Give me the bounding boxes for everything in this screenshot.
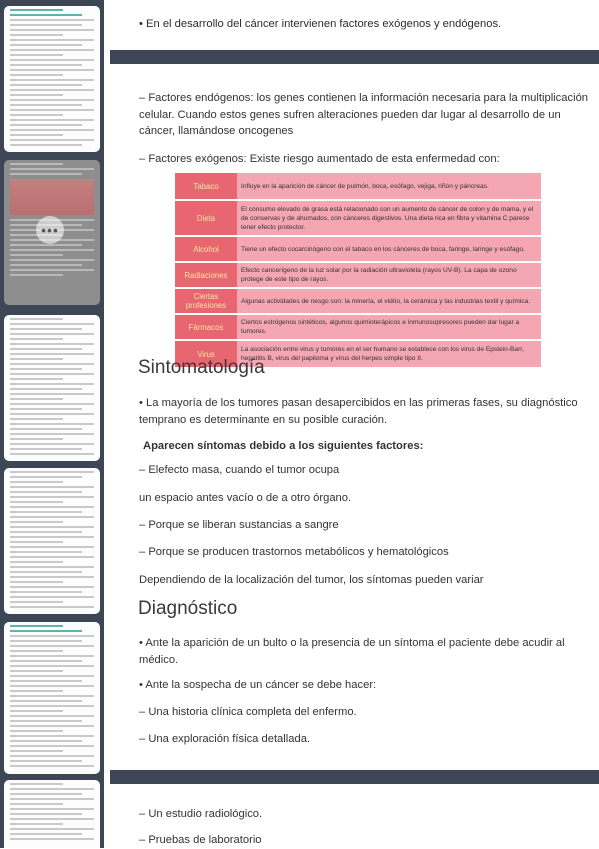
factor-description: La asociación entre virus y tumores en el ser humano se establece con los virus de Epstein-Barr, hepatitis B, virus del papiloma y virus del herpes simple tipo II.	[237, 340, 541, 368]
factor-description: Efecto cancerígeno de la luz solar por la radiación ultravioleta (rayos UV-B). La capa de ozono protege de este tipo de rayos.	[237, 262, 541, 288]
page-separator	[110, 50, 599, 64]
factor-name: Fármacos	[175, 314, 237, 340]
risk-factors-table	[175, 173, 541, 369]
section-title-sintomatologia: Sintomatología	[138, 357, 265, 378]
factor-name: Ciertas profesiones	[175, 288, 237, 314]
endogenous-factors-text: – Factores endógenos: los genes contienen la información necesaria para la multiplicación celular. Cuando estos genes sufren alteraciones pueden dar lugar al desarrollo de un cáncer, llamándose oncogenes	[139, 92, 589, 137]
factor-name: Alcohol	[175, 236, 237, 262]
page-thumbnail-1[interactable]	[4, 6, 100, 152]
table-row	[175, 200, 541, 236]
page-thumbnail-2-selected[interactable]	[4, 160, 100, 305]
page-thumbnail-4[interactable]	[4, 468, 100, 614]
factor-description: El consumo elevado de grasa está relacionado con un aumento de cáncer de colon y de mama, y el de conservas y de ahumados, con cánceres digestivos. Una dieta rica en fibra y vitamina C parece tener efecto protector.	[237, 200, 541, 236]
table-row	[175, 236, 541, 262]
diagnostic-step-3: – Un estudio radiológico.	[139, 808, 263, 820]
table-row	[175, 173, 541, 200]
diagnostico-intro: • Ante la aparición de un bulto o la presencia de un síntoma el paciente debe acudir al médico.	[139, 637, 565, 666]
page-separator	[110, 770, 599, 784]
exogenous-factors-intro: – Factores exógenos: Existe riesgo aumentado de esta enfermedad con:	[139, 153, 500, 165]
factor-name: Tabaco	[175, 173, 237, 200]
diagnostic-step-2: – Una exploración física detallada.	[139, 733, 311, 745]
thumbnail-sidebar	[0, 0, 104, 848]
factor-name: Virus	[175, 340, 237, 368]
sintomatologia-bold-subtitle: Aparecen síntomas debido a los siguientes factores:	[143, 440, 424, 452]
factor-name: Dieta	[175, 200, 237, 236]
sintomatologia-intro: • La mayoría de los tumores pasan desapercibidos en las primeras fases, su diagnóstico temprano es determinante en su posible curación.	[139, 397, 578, 426]
symptom-line-4: – Porque se producen trastornos metabólicos y hematológicos	[139, 546, 449, 558]
factor-description: Ciertos estrógenos sintéticos, algunos quimioterápicos e inmunosupresores pueden dar lugar a tumores.	[237, 314, 541, 340]
symptom-line-1: – Elefecto masa, cuando el tumor ocupa	[139, 464, 340, 476]
factor-description: Tiene un efecto cocarcinógeno con el tabaco en los cánceres de boca, faringe, laringe y esófago.	[237, 236, 541, 262]
document-view[interactable]	[110, 0, 599, 848]
diagnostico-suspicion: • Ante la sospecha de un cáncer se debe hacer:	[139, 679, 377, 691]
page-thumbnail-5[interactable]	[4, 622, 100, 774]
more-options-icon[interactable]: •••	[36, 216, 64, 244]
table-row	[175, 288, 541, 314]
symptom-line-3: – Porque se liberan sustancias a sangre	[139, 519, 339, 531]
diagnostic-step-4: – Pruebas de laboratorio	[139, 834, 262, 846]
symptom-line-5: Dependiendo de la localización del tumor, los síntomas pueden variar	[139, 574, 484, 586]
section-title-diagnostico: Diagnóstico	[138, 598, 238, 619]
symptom-line-2: un espacio antes vacío o de a otro órgano.	[139, 492, 352, 504]
factor-name: Radiaciones	[175, 262, 237, 288]
diagnostic-step-1: – Una historia clínica completa del enfermo.	[139, 706, 357, 718]
table-row	[175, 314, 541, 340]
page-thumbnail-6[interactable]	[4, 780, 100, 848]
table-row	[175, 262, 541, 288]
top-bullet: • En el desarrollo del cáncer intervienen factores exógenos y endógenos.	[139, 18, 502, 30]
factor-description: Influye en la aparición de cáncer de pulmón, boca, esófago, vejiga, riñón y páncreas.	[237, 173, 541, 200]
page-thumbnail-3[interactable]	[4, 315, 100, 461]
factor-description: Algunas actividades de riesgo son: la minería, el vidrio, la cerámica y las industrias textil y química.	[237, 288, 541, 314]
